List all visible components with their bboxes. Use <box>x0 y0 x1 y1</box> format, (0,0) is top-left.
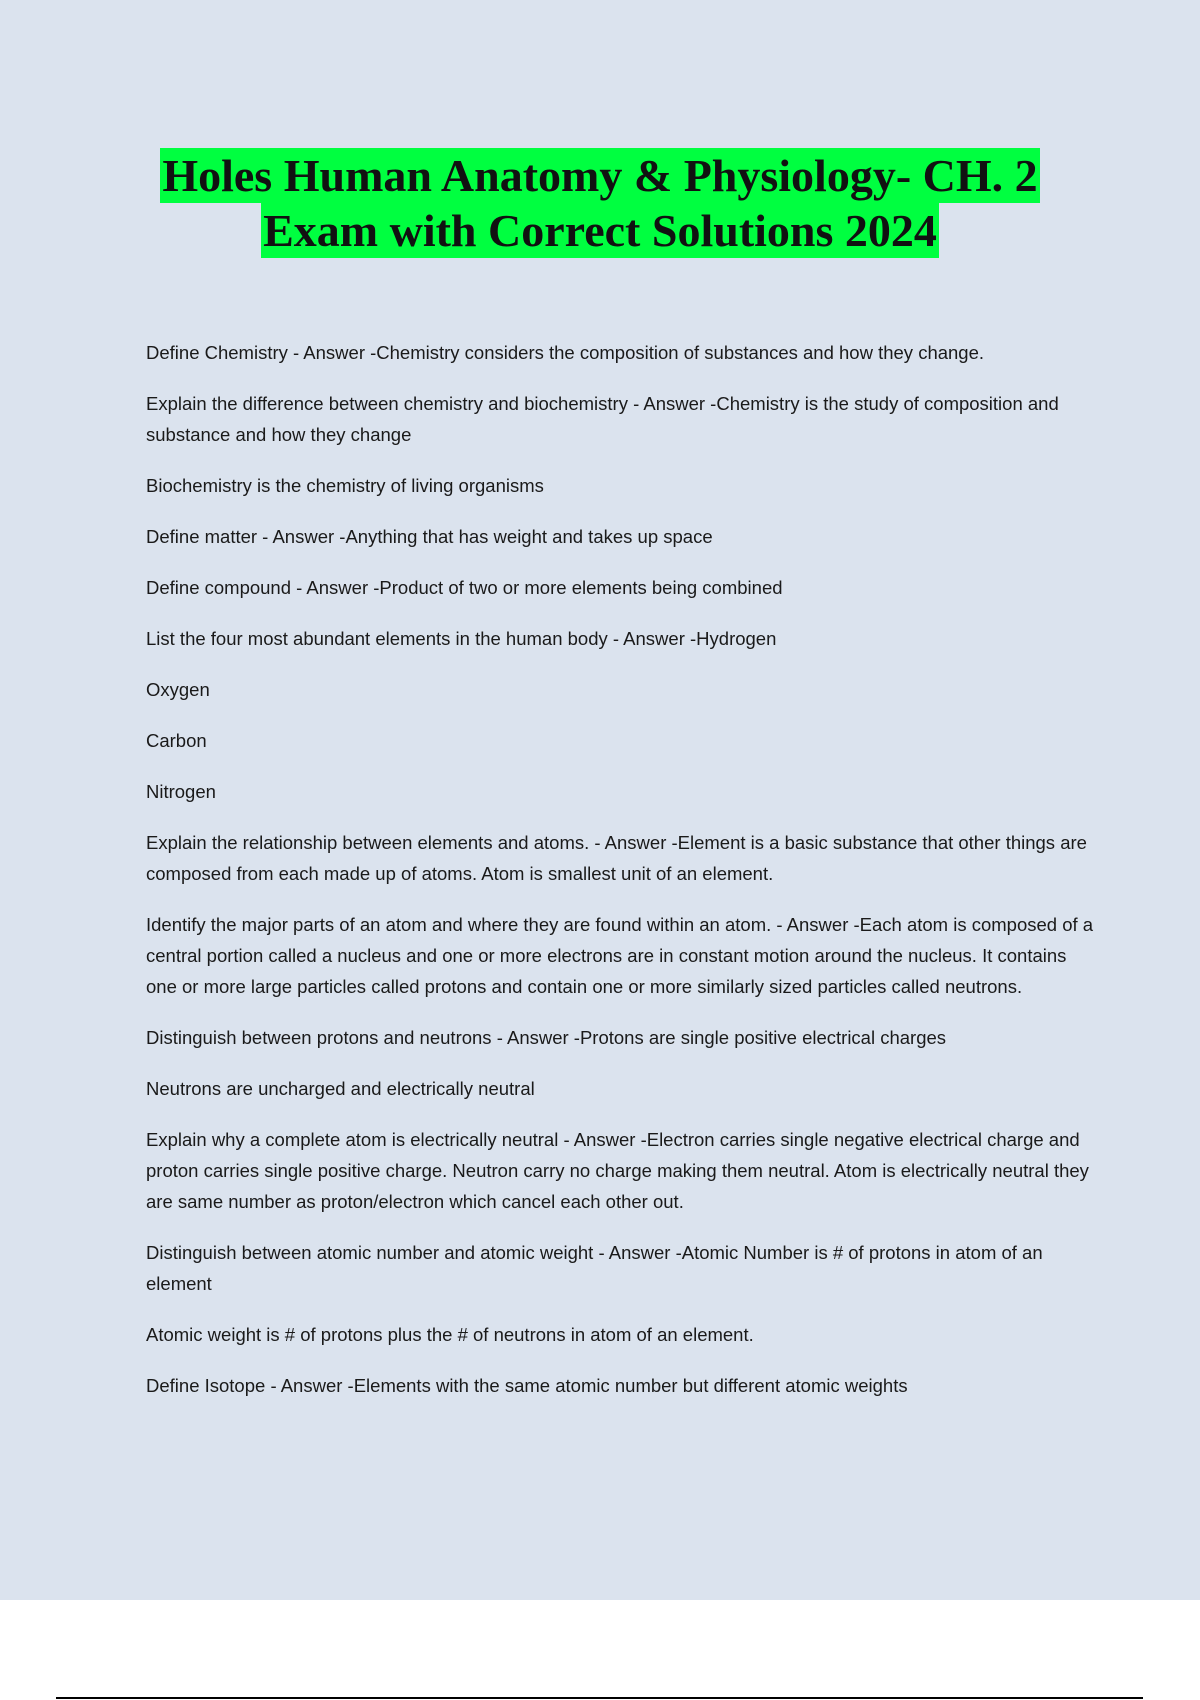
paragraph: Nitrogen <box>146 781 216 802</box>
paragraph: Identify the major parts of an atom and where they are found within an atom. - Answer -Each atom is composed of a central portion called a nucleus and one or more electrons are in constant motion around the nucleus. It contains one or more large particles called protons and contain one or more similarly sized particles called neutrons. <box>146 914 1094 997</box>
paragraph: Define Chemistry - Answer -Chemistry considers the composition of substances and how they change. <box>146 342 985 363</box>
paragraph: Atomic weight is # of protons plus the # of neutrons in atom of an element. <box>146 1324 754 1345</box>
paragraph: Distinguish between protons and neutrons - Answer -Protons are single positive electrical charges <box>146 1027 947 1048</box>
paragraph: Define matter - Answer -Anything that has weight and takes up space <box>146 526 713 547</box>
paragraph: Define Isotope - Answer -Elements with the same atomic number but different atomic weights <box>146 1375 908 1396</box>
paragraph: Neutrons are uncharged and electrically neutral <box>146 1078 535 1099</box>
title-line-1: Holes Human Anatomy & Physiology- CH. 2 <box>162 150 1038 201</box>
paragraph: Distinguish between atomic number and atomic weight - Answer -Atomic Number is # of protons in atom of an element <box>146 1242 1043 1294</box>
footer-divider <box>56 1697 1143 1699</box>
paragraph: List the four most abundant elements in the human body - Answer -Hydrogen <box>146 628 777 649</box>
paragraph: Biochemistry is the chemistry of living organisms <box>146 475 544 496</box>
document-body <box>146 337 1096 1421</box>
paragraph: Explain the relationship between elements and atoms. - Answer -Element is a basic substance that other things are composed from each made up of atoms. Atom is smallest unit of an element. <box>146 832 1087 884</box>
paragraph: Carbon <box>146 730 207 751</box>
paragraph: Explain why a complete atom is electrically neutral - Answer -Electron carries single negative electrical charge and proton carries single positive charge. Neutron carry no charge making them neutral. Atom is electrically neutral they are same number as proton/electron which cancel each other out. <box>146 1129 1089 1212</box>
title-line-2: Exam with Correct Solutions 2024 <box>263 205 937 256</box>
document-title <box>0 148 1200 258</box>
paragraph: Oxygen <box>146 679 210 700</box>
paragraph: Explain the difference between chemistry and biochemistry - Answer -Chemistry is the study of composition and substance and how they change <box>146 393 1059 445</box>
paragraph: Define compound - Answer -Product of two or more elements being combined <box>146 577 783 598</box>
